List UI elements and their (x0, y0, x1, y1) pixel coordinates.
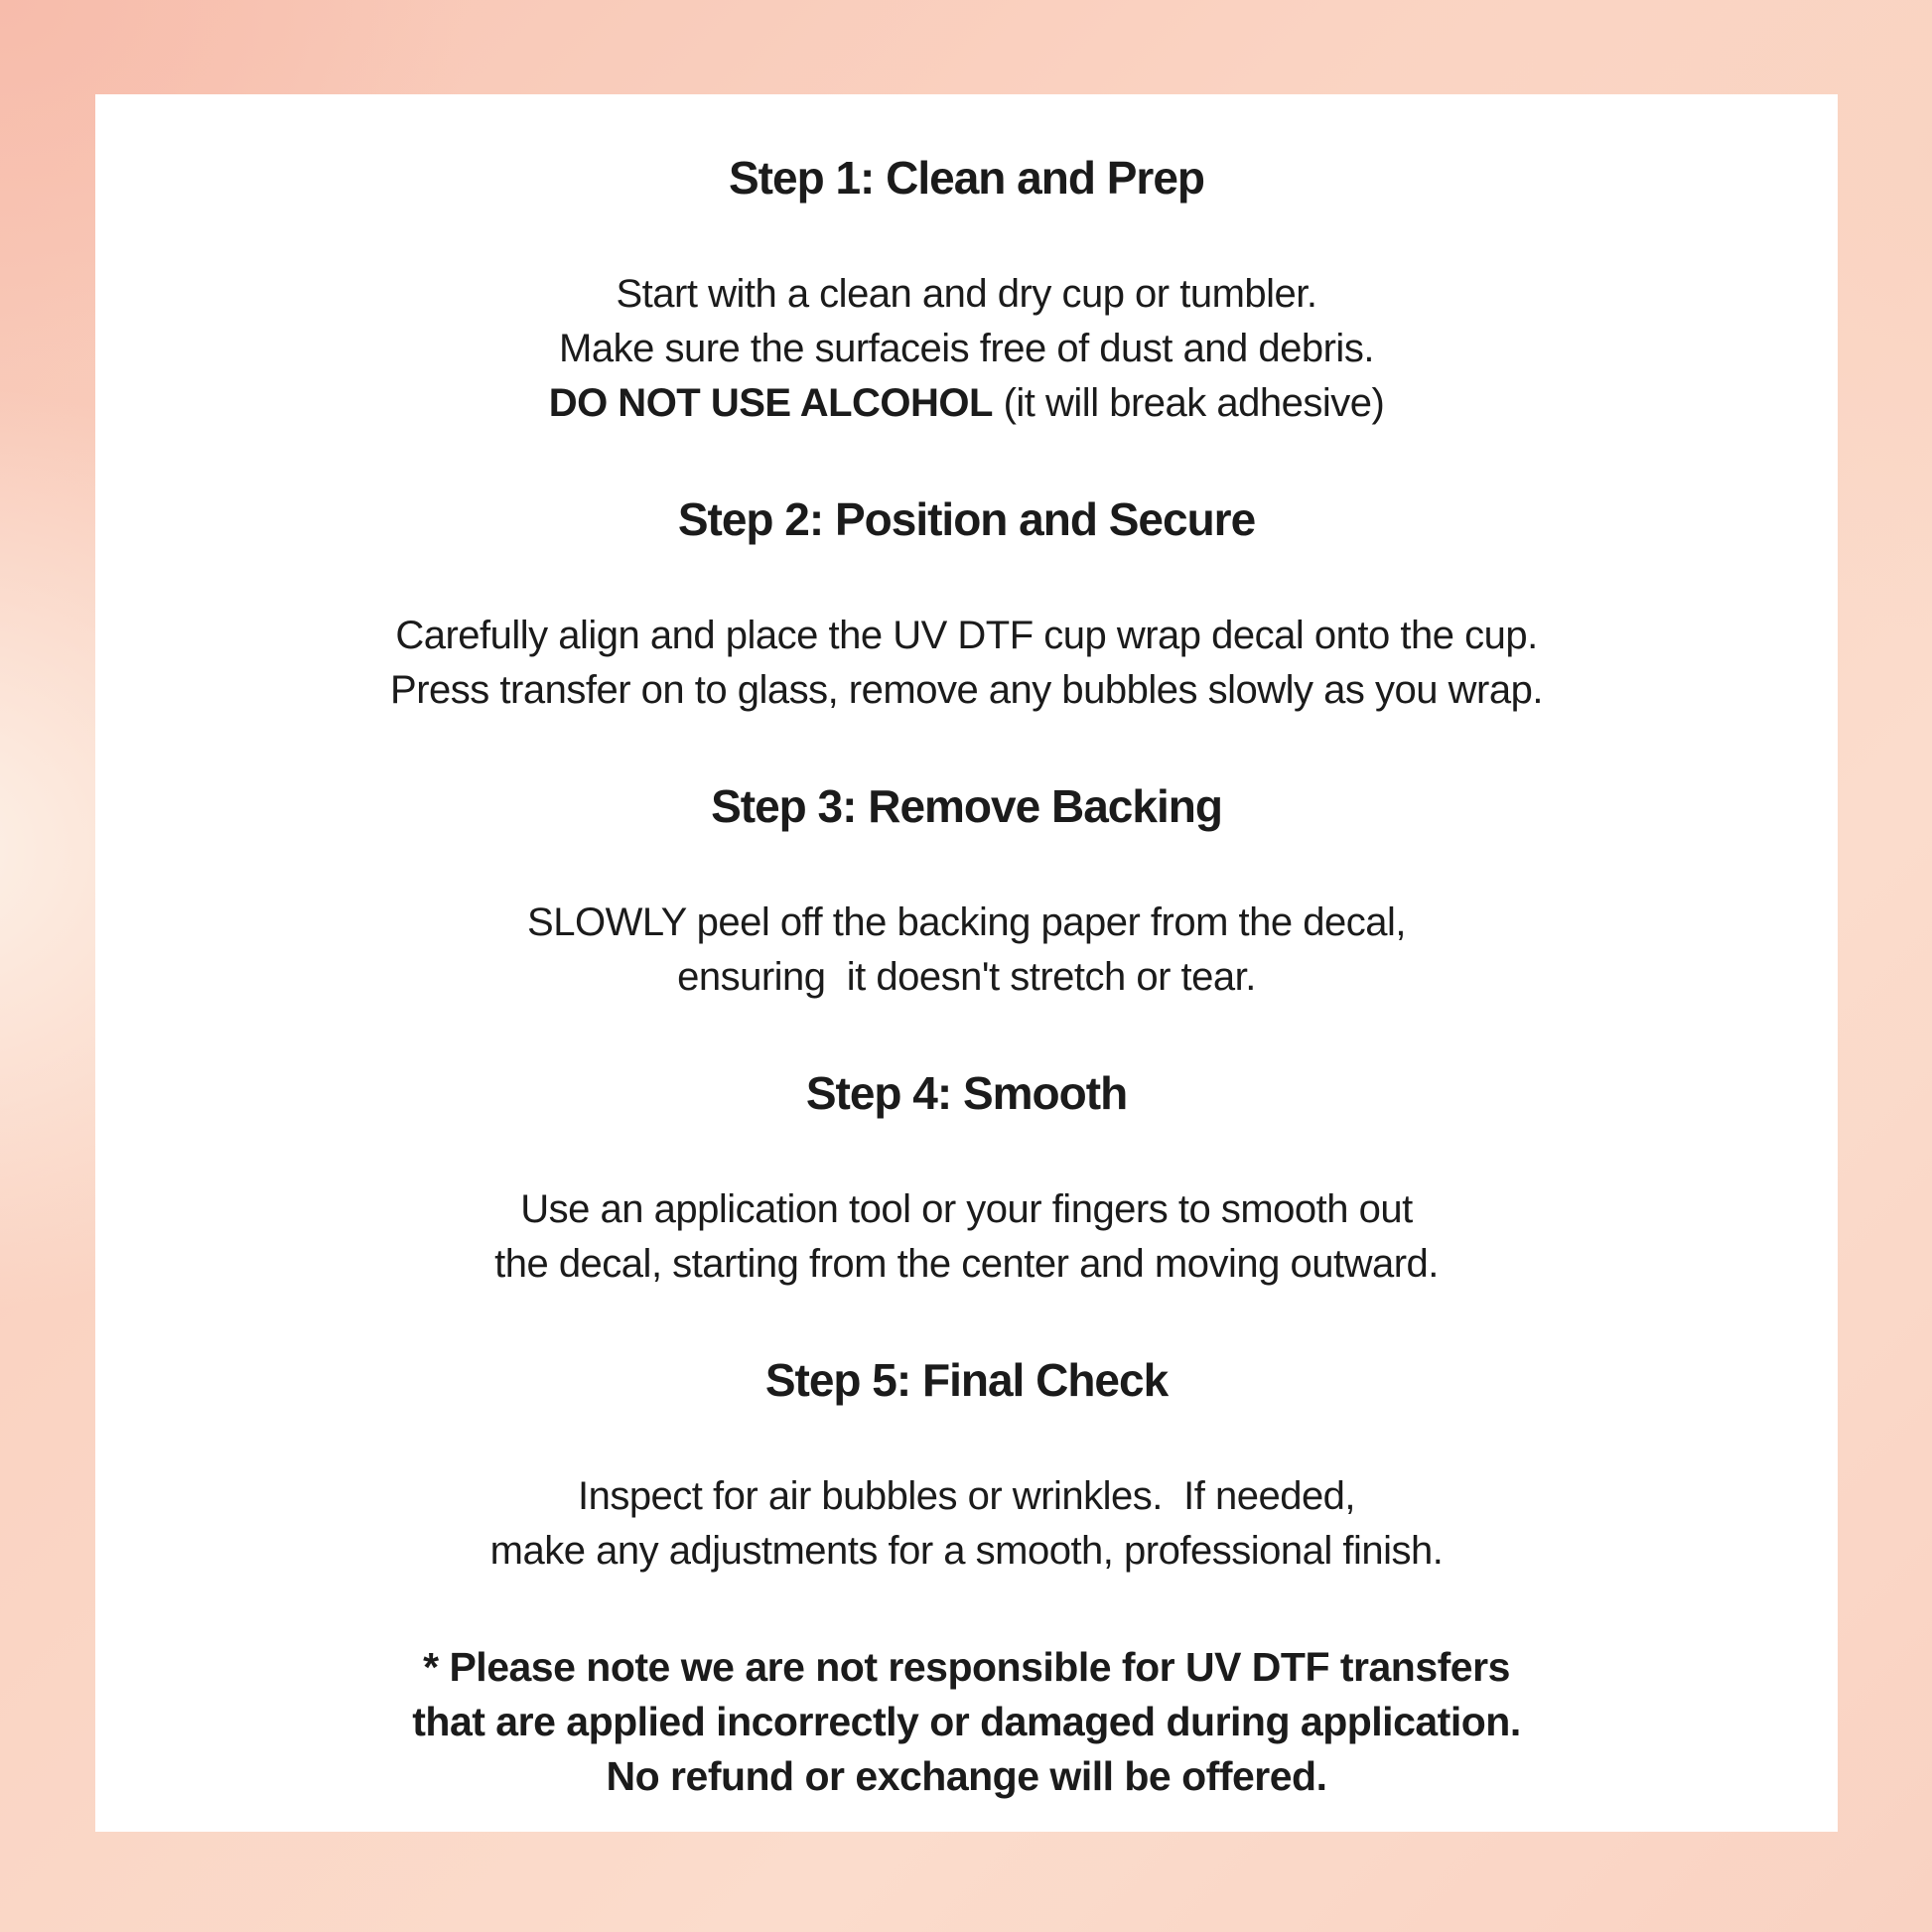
text-segment: Press transfer on to glass, remove any bubbles slowly as you wrap. (390, 668, 1543, 712)
bold-text-segment: * Please note we are not responsible for UV DTF transfers (423, 1644, 1510, 1690)
step-4-section (135, 1066, 1798, 1292)
bold-text-segment: that are applied incorrectly or damaged during application. (412, 1699, 1521, 1744)
step-3-line (135, 950, 1798, 1005)
step-1-line (135, 322, 1798, 376)
text-segment: ensuring it doesn't stretch or tear. (677, 955, 1256, 999)
step-1-section (135, 151, 1798, 431)
disclaimer-section (135, 1640, 1798, 1804)
step-4-line (135, 1182, 1798, 1237)
step-1-line (135, 376, 1798, 431)
step-4-line (135, 1237, 1798, 1292)
text-segment: SLOWLY peel off the backing paper from the decal, (527, 900, 1406, 944)
step-3-heading: Step 3: Remove Backing (711, 780, 1222, 832)
step-2-line (135, 663, 1798, 718)
step-5-line (135, 1524, 1798, 1579)
step-5-line (135, 1469, 1798, 1524)
step-2-section (135, 492, 1798, 718)
step-1-heading: Step 1: Clean and Prep (728, 152, 1204, 204)
bold-text-segment: DO NOT USE ALCOHOL (548, 381, 993, 425)
step-4-heading: Step 4: Smooth (805, 1067, 1128, 1119)
text-segment: Make sure the surfaceis free of dust and debris. (559, 327, 1374, 370)
step-5-section (135, 1353, 1798, 1579)
step-2-heading: Step 2: Position and Secure (677, 493, 1256, 545)
text-segment: make any adjustments for a smooth, professional finish. (489, 1529, 1444, 1573)
text-segment: (it will break adhesive) (992, 381, 1385, 425)
instruction-card (95, 94, 1838, 1832)
text-segment: the decal, starting from the center and moving outward. (494, 1242, 1439, 1286)
step-2-line (135, 609, 1798, 663)
bold-text-segment: No refund or exchange will be offered. (606, 1753, 1327, 1799)
steps-container (95, 94, 1838, 1832)
text-segment: Inspect for air bubbles or wrinkles. If needed, (577, 1474, 1356, 1518)
step-1-line (135, 267, 1798, 322)
text-segment: Start with a clean and dry cup or tumbler. (616, 272, 1317, 316)
disclaimer-line (135, 1695, 1798, 1749)
step-3-section (135, 779, 1798, 1005)
text-segment: Carefully align and place the UV DTF cup wrap decal onto the cup. (395, 614, 1538, 657)
disclaimer-line (135, 1640, 1798, 1695)
step-3-line (135, 896, 1798, 950)
text-segment: Use an application tool or your fingers to smooth out (520, 1187, 1413, 1231)
step-5-heading: Step 5: Final Check (764, 1354, 1169, 1406)
disclaimer-line (135, 1749, 1798, 1804)
